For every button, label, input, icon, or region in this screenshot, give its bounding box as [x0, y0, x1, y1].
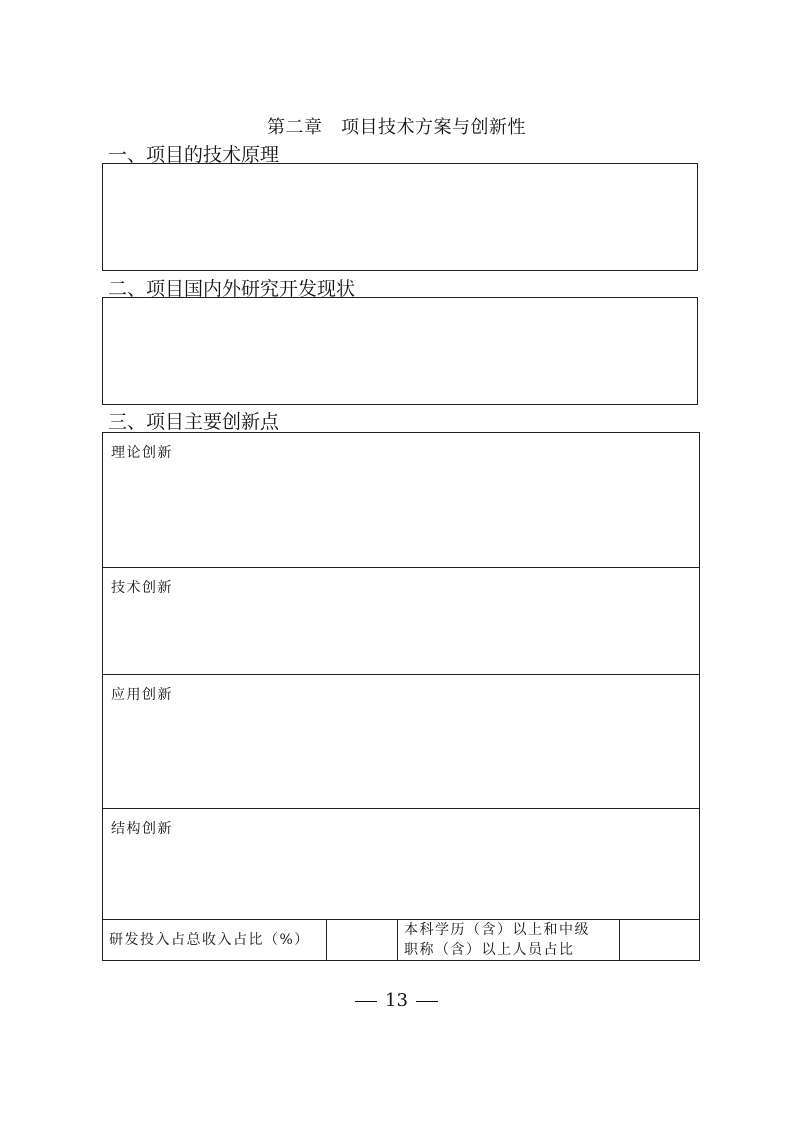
- application-innovation-cell[interactable]: [103, 675, 700, 809]
- section-heading-innovation-points: 三、项目主要创新点: [108, 411, 280, 433]
- research-status-box[interactable]: [102, 297, 698, 405]
- table-row: [103, 568, 700, 675]
- page-number-value: 13: [385, 990, 408, 1011]
- table-row: [103, 675, 700, 809]
- rd-ratio-label: 研发投入占总收入占比（%）: [109, 932, 310, 948]
- staff-ratio-label-line2: 职称（含）以上人员占比: [404, 942, 575, 958]
- technical-innovation-cell[interactable]: [103, 568, 700, 675]
- rd-ratio-label-cell: [103, 920, 327, 961]
- page-number: [0, 990, 793, 1011]
- technical-principle-box[interactable]: [102, 163, 698, 271]
- dash-right: [416, 1001, 438, 1002]
- innovation-table: [102, 432, 700, 961]
- rd-ratio-value-cell[interactable]: [327, 920, 398, 961]
- staff-ratio-label-cell: [398, 920, 620, 961]
- table-row: [103, 920, 700, 961]
- table-row: [103, 433, 700, 568]
- staff-ratio-value-cell[interactable]: [620, 920, 700, 961]
- application-innovation-label: 应用创新: [111, 687, 173, 703]
- staff-ratio-label-line1: 本科学历（含）以上和中级: [404, 922, 590, 938]
- chapter-title: 第二章 项目技术方案与创新性: [267, 117, 526, 138]
- section-heading-technical-principle: 一、项目的技术原理: [108, 144, 280, 166]
- structure-innovation-cell[interactable]: [103, 809, 700, 920]
- technical-innovation-label: 技术创新: [111, 580, 173, 596]
- structure-innovation-label: 结构创新: [111, 821, 173, 837]
- table-row: [103, 809, 700, 920]
- theory-innovation-label: 理论创新: [111, 445, 173, 461]
- dash-left: [355, 1001, 377, 1002]
- theory-innovation-cell[interactable]: [103, 433, 700, 568]
- section-heading-research-status: 二、项目国内外研究开发现状: [108, 278, 356, 300]
